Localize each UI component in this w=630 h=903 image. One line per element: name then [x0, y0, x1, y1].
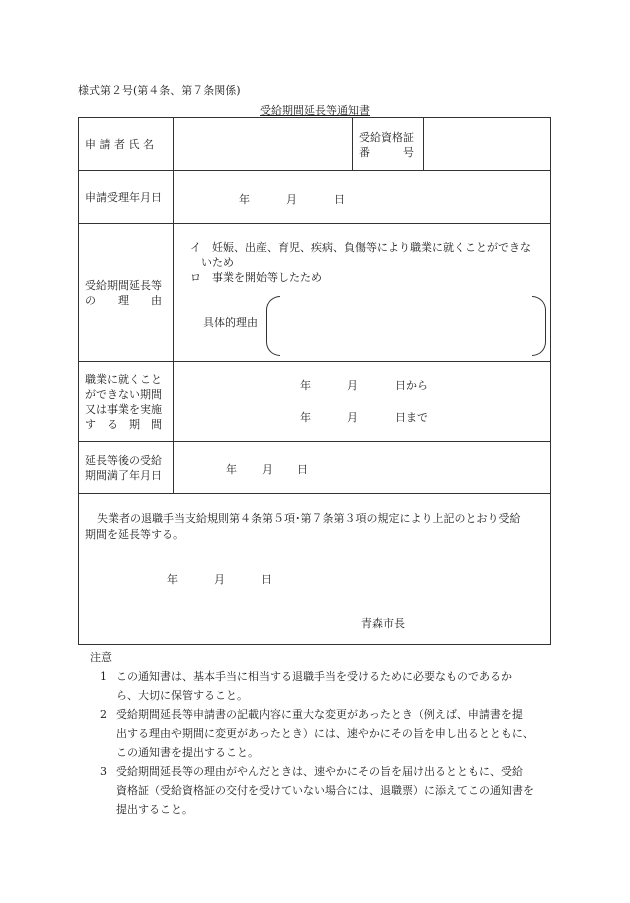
- expiry-row: [79, 442, 550, 494]
- note-item-2: 2 受給期間延長等申請書の記載内容に重大な変更があったとき（例えば、申請書を提 出する理由や期間に変更があったとき）には、速やかにその旨を申し出るとともに、 この通知書を提出すること。: [100, 708, 534, 759]
- received-date-row: [79, 171, 550, 224]
- period-from-month[interactable]: 月: [347, 379, 358, 392]
- note-item-1: 1 この通知書は、基本手当に相当する退職手当を受けるために必要なものであるか ら、大切に保管すること。: [100, 670, 512, 702]
- expiry-year[interactable]: 年: [226, 463, 237, 476]
- statement-section: [79, 494, 550, 644]
- reason-row: [79, 224, 550, 362]
- reason-option-i[interactable]: イ 妊娠、出産、育児、疾病、負傷等により職業に就くことができな: [190, 241, 531, 254]
- note-item-3: 3 受給期間延長等の理由がやんだときは、速やかにその旨を届け出るとともに、受給 資格証（受給資格証の交付を受けていない場合には、退職票）に添えてこの通知書を 提出すること。: [100, 765, 534, 816]
- received-month[interactable]: 月: [286, 193, 297, 206]
- statement-year[interactable]: 年: [167, 573, 178, 586]
- expiry-day[interactable]: 日: [297, 463, 308, 476]
- reason-option-i-cont: いため: [201, 256, 234, 269]
- period-row: [79, 362, 550, 442]
- specific-reason-bracket-left: [266, 296, 280, 356]
- specific-reason-bracket-right: [532, 296, 546, 356]
- reason-option-ro[interactable]: ロ 事業を開始等したため: [190, 271, 322, 284]
- period-from-day[interactable]: 日から: [395, 379, 428, 392]
- applicant-name-label: 申 請 者 氏 名: [79, 118, 174, 170]
- statement-month[interactable]: 月: [214, 573, 225, 586]
- document-title: 受給期間延長等通知書: [260, 104, 370, 117]
- period-to-year[interactable]: 年: [300, 411, 311, 424]
- statement-line-1: 失業者の退職手当支給規則第４条第５項･第７条第３項の規定により上記のとおり受給: [97, 512, 521, 525]
- period-to-month[interactable]: 月: [347, 411, 358, 424]
- expiry-label: 延長等後の受給 期間満了年月日: [79, 442, 174, 493]
- received-year[interactable]: 年: [239, 193, 250, 206]
- statement-line-2: 期間を延長等する。: [85, 528, 184, 541]
- expiry-month[interactable]: 月: [262, 463, 273, 476]
- period-to-day[interactable]: 日まで: [395, 411, 428, 424]
- statement-day[interactable]: 日: [261, 573, 272, 586]
- period-label: 職業に就くこと ができない期間 又は事業を実施 す る 期 間: [79, 362, 174, 441]
- applicant-name-field[interactable]: [175, 118, 351, 170]
- notes-section: [92, 648, 562, 819]
- specific-reason-label: 具体的理由: [203, 316, 258, 329]
- received-date-label: 申請受理年月日: [79, 171, 174, 223]
- signer-name: 青森市長: [361, 617, 405, 630]
- notes-heading: 注意: [90, 651, 112, 664]
- cert-number-label: 受給資格証 番 号: [359, 131, 414, 159]
- reason-label: 受給期間延長等 の 理 由: [79, 224, 174, 361]
- cert-number-field[interactable]: [424, 118, 550, 170]
- form-table: [78, 117, 551, 645]
- period-from-year[interactable]: 年: [300, 379, 311, 392]
- applicant-row: [79, 118, 550, 171]
- specific-reason-field[interactable]: [280, 296, 532, 356]
- form-reference: 様式第２号(第４条、第７条関係): [78, 84, 241, 97]
- received-day[interactable]: 日: [334, 193, 345, 206]
